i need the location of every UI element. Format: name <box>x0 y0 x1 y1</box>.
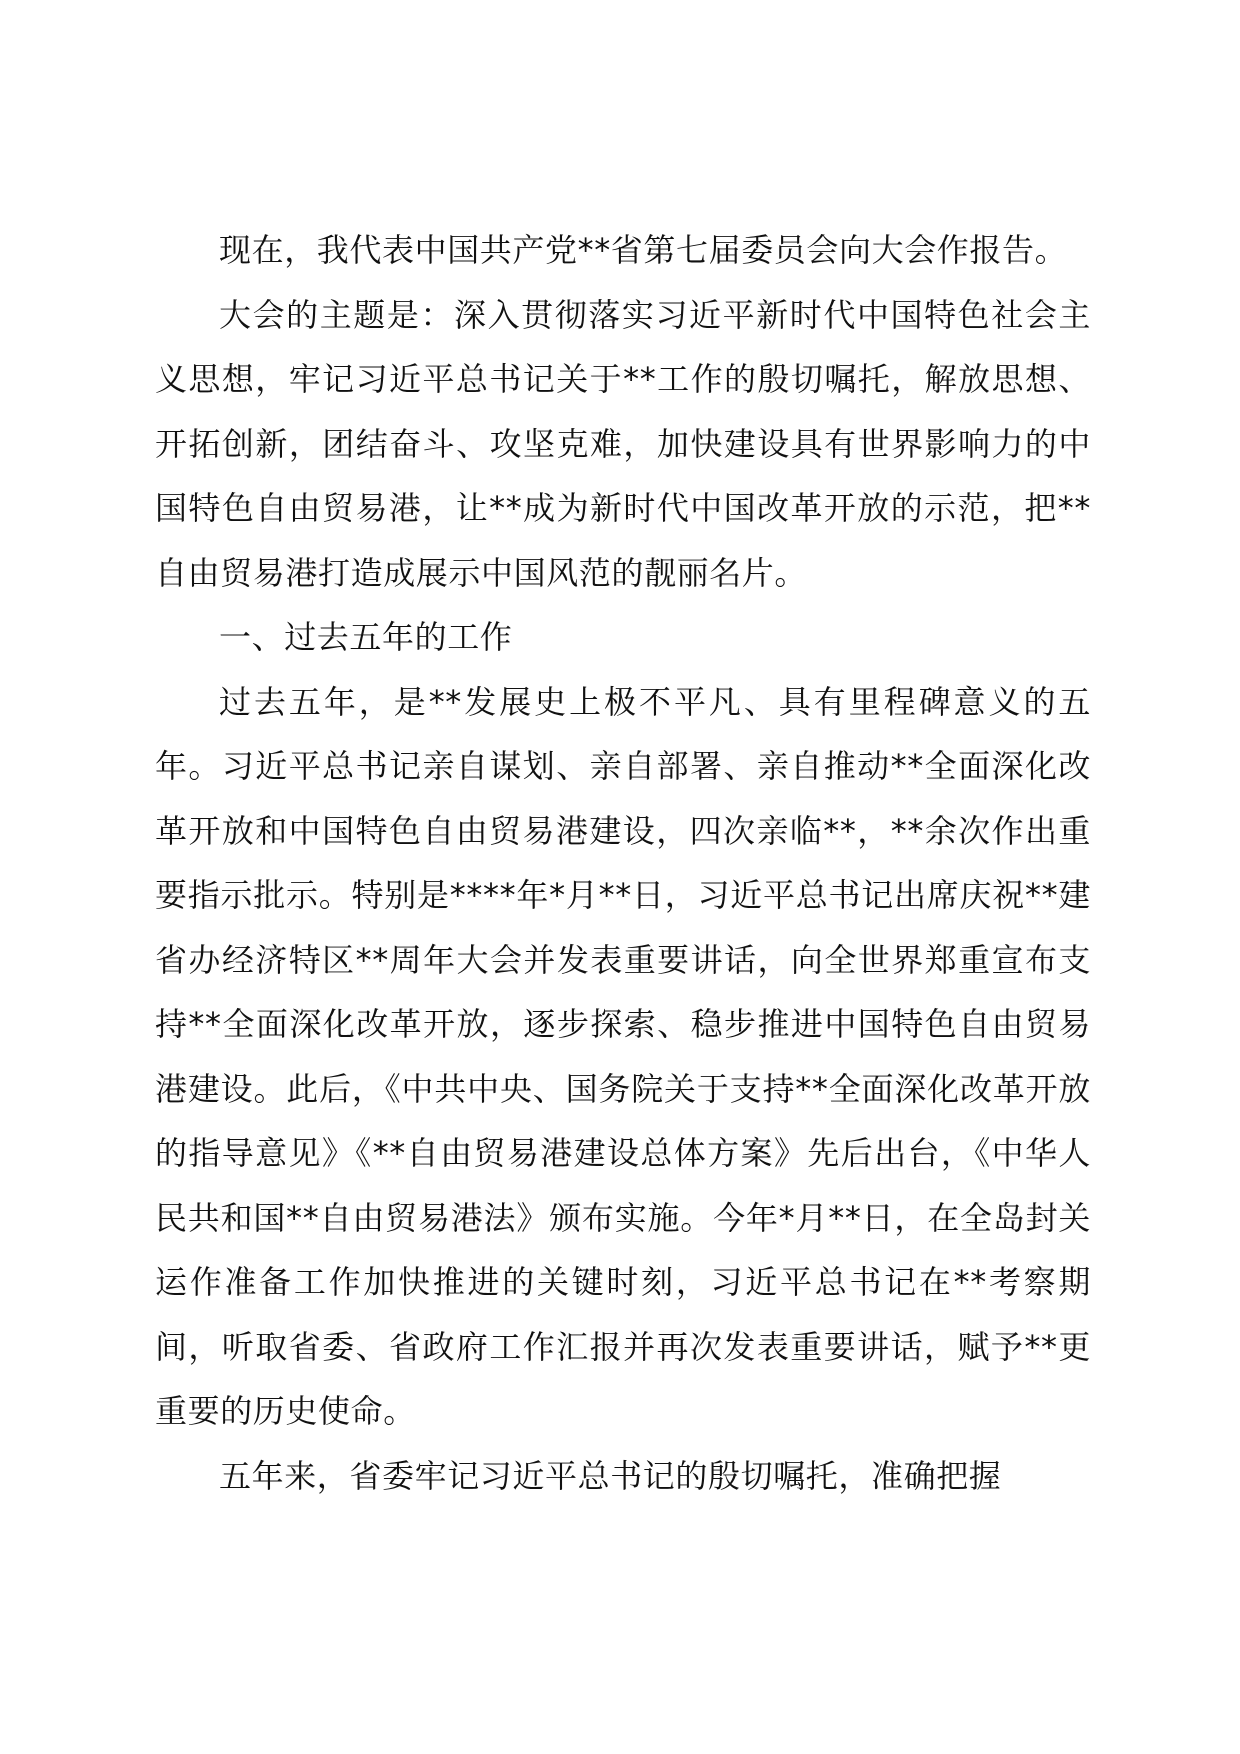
paragraph-theme: 大会的主题是：深入贯彻落实习近平新时代中国特色社会主义思想，牢记习近平总书记关于**工作的殷切嘱托，解放思想、开拓创新，团结奋斗、攻坚克难，加快建设具有世界影响力的中国特色自由贸易港，让**成为新时代中国改革开放的示范，把**自由贸易港打造成展示中国风范的靓丽名片。 <box>155 295 1091 592</box>
paragraph-past-five-years: 过去五年，是**发展史上极不平凡、具有里程碑意义的五年。习近平总书记亲自谋划、亲自部署、亲自推动**全面深化改革开放和中国特色自由贸易港建设，四次亲临**，**余次作出重要指示批示。特别是****年*月**日，习近平总书记出席庆祝**建省办经济特区**周年大会并发表重要讲话，向全世界郑重宣布支持**全面深化改革开放，逐步探索、稳步推进中国特色自由贸易港建设。此后，《中共中央、国务院关于支持**全面深化改革开放的指导意见》《**自由贸易港建设总体方案》先后出台，《中华人民共和国**自由贸易港法》颁布实施。今年*月**日，在全岛封关运作准备工作加快推进的关键时刻，习近平总书记在**考察期间，听取省委、省政府工作汇报并再次发表重要讲话，赋予**更重要的历史使命。 <box>155 682 1091 1430</box>
paragraph-five-years-since: 五年来，省委牢记习近平总书记的殷切嘱托，准确把握 <box>219 1456 1002 1495</box>
paragraph-opening: 现在，我代表中国共产党**省第七届委员会向大会作报告。 <box>219 231 1068 269</box>
section-heading: 一、过去五年的工作 <box>219 618 513 656</box>
document-body <box>155 218 1091 1508</box>
